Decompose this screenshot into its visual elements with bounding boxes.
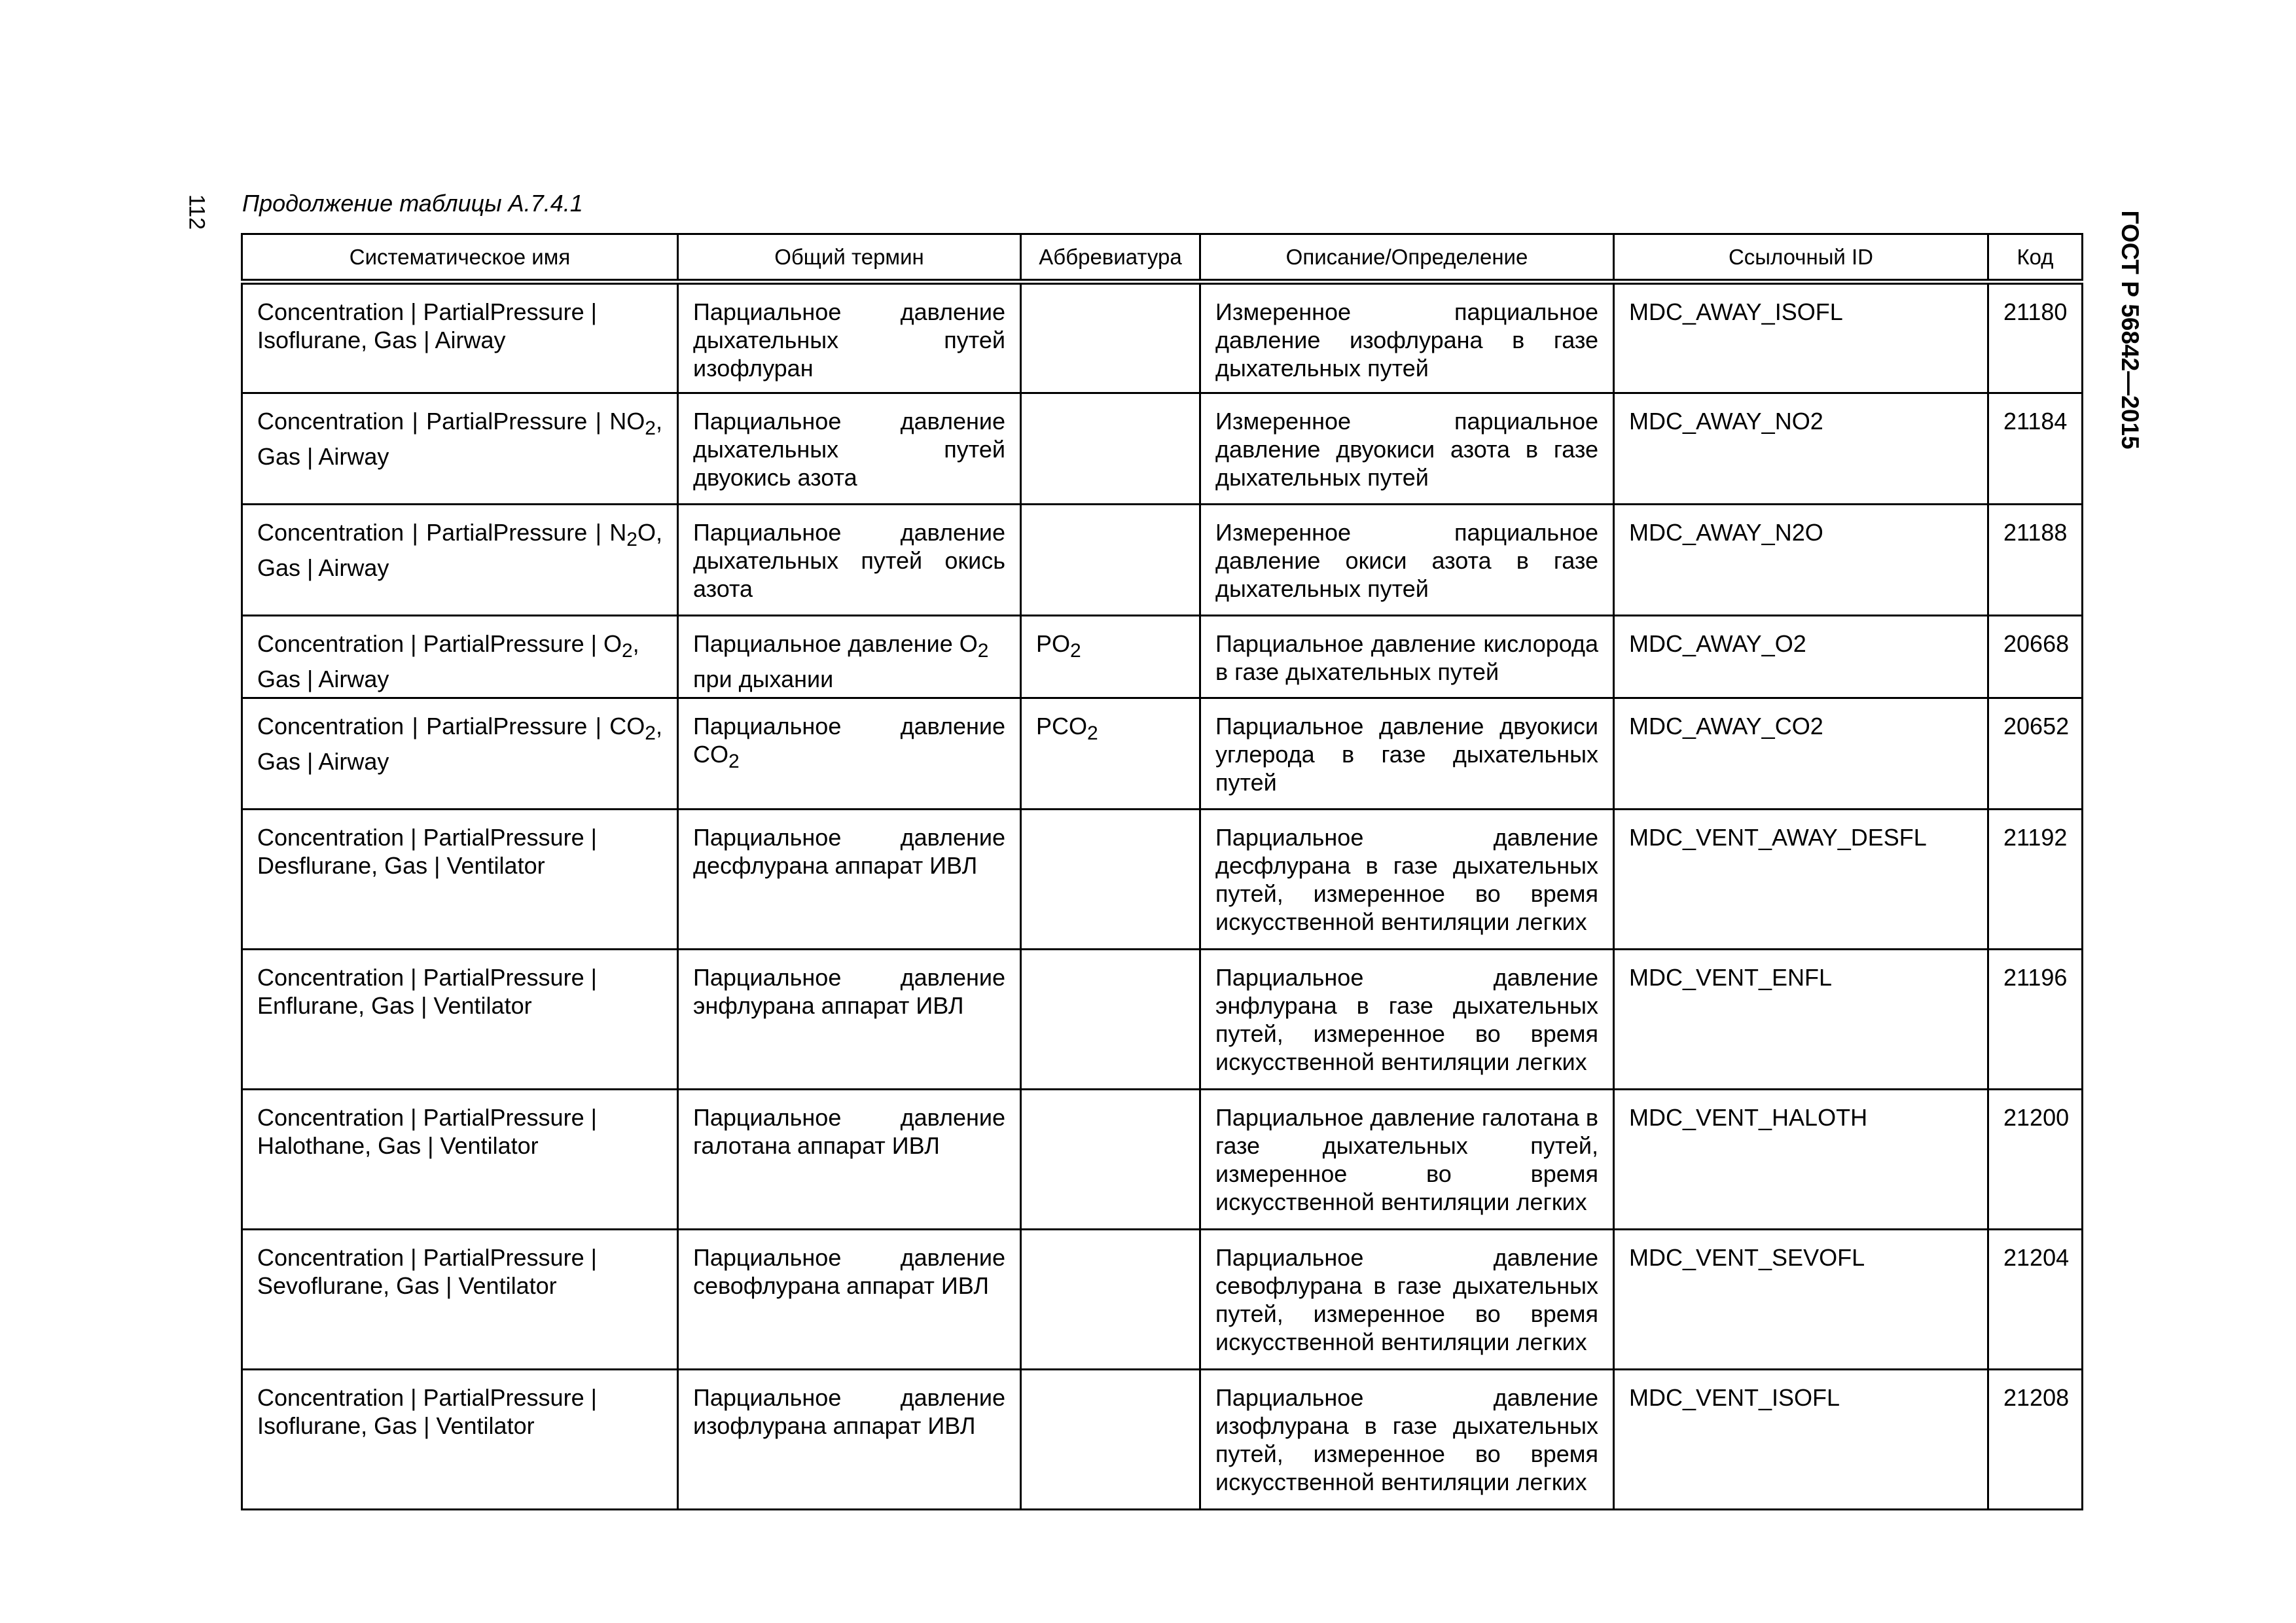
common-term-cell: Парциальное давление $O_2$ при дыхании xyxy=(678,616,1021,698)
abbreviation-cell xyxy=(1021,1090,1200,1230)
table-header-row xyxy=(242,234,2083,282)
nomenclature-table xyxy=(241,233,2083,1510)
ref-id-cell: MDC_VENT_HALOTH xyxy=(1614,1090,1988,1230)
description-cell: Парциальное давление севофлурана в газе дыхательных путей, измеренное во время искусственной вентиляции легких xyxy=(1200,1230,1614,1370)
description-cell: Парциальное давление десфлурана в газе дыхательных путей, измеренное во время искусственной вентиляции легких xyxy=(1200,810,1614,950)
systematic-name-cell: Concentration | PartialPressure | Enflurane, Gas | Ventilator xyxy=(242,950,678,1090)
table-row xyxy=(242,282,2083,393)
table-row xyxy=(242,616,2083,698)
table-row xyxy=(242,393,2083,505)
common-term-cell: Парциальное давление дыхательных путей двуокись азота xyxy=(678,393,1021,505)
description-cell: Измеренное парциальное давление изофлурана в газе дыхательных путей xyxy=(1200,282,1614,393)
common-term-cell: Парциальное давление изофлурана аппарат ИВЛ xyxy=(678,1370,1021,1510)
table-row xyxy=(242,950,2083,1090)
systematic-name-cell: Concentration | PartialPressure | Isoflurane, Gas | Ventilator xyxy=(242,1370,678,1510)
systematic-name-cell: Concentration | PartialPressure | Desflurane, Gas | Ventilator xyxy=(242,810,678,950)
abbreviation-cell xyxy=(1021,950,1200,1090)
abbreviation-cell: $PO_2$ xyxy=(1021,616,1200,698)
table-row xyxy=(242,698,2083,810)
systematic-name-cell: Concentration | PartialPressure | Halothane, Gas | Ventilator xyxy=(242,1090,678,1230)
standard-id: ГОСТ Р 56842—2015 xyxy=(2117,210,2144,450)
abbreviation-cell xyxy=(1021,505,1200,616)
common-term-cell: Парциальное давление дыхательных путей окись азота xyxy=(678,505,1021,616)
ref-id-cell: MDC_VENT_ENFL xyxy=(1614,950,1988,1090)
systematic-name-cell: Concentration | PartialPressure | $O_2$, Gas | Airway xyxy=(242,616,678,698)
systematic-name-cell: Concentration | PartialPressure | $N_2O$, Gas | Airway xyxy=(242,505,678,616)
description-cell: Измеренное парциальное давление двуокиси азота в газе дыхательных путей xyxy=(1200,393,1614,505)
table-row xyxy=(242,1370,2083,1510)
description-cell: Парциальное давление изофлурана в газе дыхательных путей, измеренное во время искусственной вентиляции легких xyxy=(1200,1370,1614,1510)
systematic-name-cell: Concentration | PartialPressure | $CO_2$, Gas | Airway xyxy=(242,698,678,810)
table-row xyxy=(242,505,2083,616)
code-cell: 20668 xyxy=(1988,616,2083,698)
common-term-cell: Парциальное давление энфлурана аппарат ИВЛ xyxy=(678,950,1021,1090)
code-cell: 21180 xyxy=(1988,282,2083,393)
code-cell: 21188 xyxy=(1988,505,2083,616)
code-cell: 21192 xyxy=(1988,810,2083,950)
description-cell: Парциальное давление энфлурана в газе дыхательных путей, измеренное во время искусственной вентиляции легких xyxy=(1200,950,1614,1090)
ref-id-cell: MDC_VENT_SEVOFL xyxy=(1614,1230,1988,1370)
systematic-name-cell: Concentration | PartialPressure | Isoflurane, Gas | Airway xyxy=(242,282,678,393)
column-header: Общий термин xyxy=(678,234,1021,282)
abbreviation-cell xyxy=(1021,810,1200,950)
ref-id-cell: MDC_VENT_ISOFL xyxy=(1614,1370,1988,1510)
abbreviation-cell xyxy=(1021,393,1200,505)
abbreviation-cell xyxy=(1021,282,1200,393)
column-header: Аббревиатура xyxy=(1021,234,1200,282)
table-caption: Продолжение таблицы А.7.4.1 xyxy=(242,190,583,217)
table-row xyxy=(242,1090,2083,1230)
column-header: Описание/Определение xyxy=(1200,234,1614,282)
code-cell: 21196 xyxy=(1988,950,2083,1090)
common-term-cell: Парциальное давление дыхательных путей изофлуран xyxy=(678,282,1021,393)
description-cell: Парциальное давление двуокиси углерода в газе дыхательных путей xyxy=(1200,698,1614,810)
ref-id-cell: MDC_AWAY_CO2 xyxy=(1614,698,1988,810)
ref-id-cell: MDC_AWAY_O2 xyxy=(1614,616,1988,698)
description-cell: Парциальное давление кислорода в газе дыхательных путей xyxy=(1200,616,1614,698)
ref-id-cell: MDC_AWAY_N2O xyxy=(1614,505,1988,616)
description-cell: Измеренное парциальное давление окиси азота в газе дыхательных путей xyxy=(1200,505,1614,616)
column-header: Код xyxy=(1988,234,2083,282)
ref-id-cell: MDC_VENT_AWAY_DESFL xyxy=(1614,810,1988,950)
common-term-cell: Парциальное давление галотана аппарат ИВЛ xyxy=(678,1090,1021,1230)
table-row xyxy=(242,1230,2083,1370)
column-header: Систематическое имя xyxy=(242,234,678,282)
column-header: Ссылочный ID xyxy=(1614,234,1988,282)
systematic-name-cell: Concentration | PartialPressure | $NO_2$, Gas | Airway xyxy=(242,393,678,505)
abbreviation-cell xyxy=(1021,1370,1200,1510)
common-term-cell: Парциальное давление севофлурана аппарат ИВЛ xyxy=(678,1230,1021,1370)
code-cell: 21208 xyxy=(1988,1370,2083,1510)
description-cell: Парциальное давление галотана в газе дыхательных путей, измеренное во время искусственной вентиляции легких xyxy=(1200,1090,1614,1230)
common-term-cell: Парциальное давление $CO_2$ xyxy=(678,698,1021,810)
code-cell: 21184 xyxy=(1988,393,2083,505)
systematic-name-cell: Concentration | PartialPressure | Sevoflurane, Gas | Ventilator xyxy=(242,1230,678,1370)
common-term-cell: Парциальное давление десфлурана аппарат ИВЛ xyxy=(678,810,1021,950)
ref-id-cell: MDC_AWAY_ISOFL xyxy=(1614,282,1988,393)
code-cell: 20652 xyxy=(1988,698,2083,810)
ref-id-cell: MDC_AWAY_NO2 xyxy=(1614,393,1988,505)
abbreviation-cell xyxy=(1021,1230,1200,1370)
page-number: 112 xyxy=(184,194,209,230)
code-cell: 21204 xyxy=(1988,1230,2083,1370)
abbreviation-cell: $PCO_2$ xyxy=(1021,698,1200,810)
code-cell: 21200 xyxy=(1988,1090,2083,1230)
table-row xyxy=(242,810,2083,950)
